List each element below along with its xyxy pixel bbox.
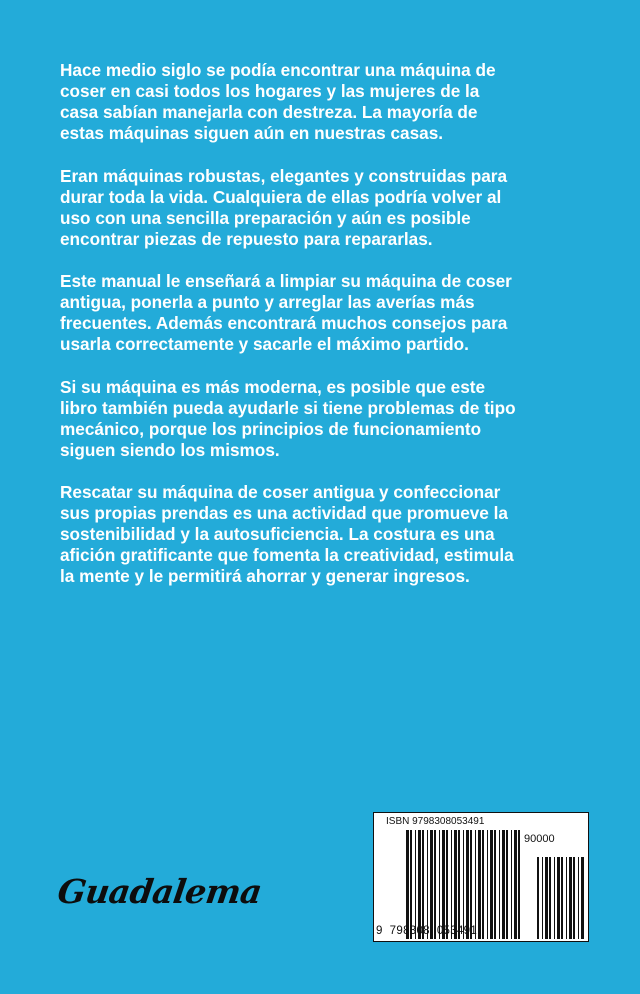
barcode-bar — [566, 857, 567, 939]
barcode-bar — [427, 830, 428, 939]
text-line: sostenibilidad y la autosuficiencia. La costura es una — [60, 524, 495, 545]
barcode-bar — [542, 857, 543, 939]
barcode-bar — [573, 857, 575, 939]
barcode-bar — [487, 830, 488, 939]
barcode-bar — [415, 830, 416, 939]
isbn-barcode — [373, 812, 589, 942]
paragraph — [60, 377, 620, 461]
barcode-bar — [454, 830, 457, 939]
barcode-bar — [578, 857, 579, 939]
paragraph — [60, 60, 620, 144]
barcode-bars — [374, 813, 588, 941]
barcode-bar — [418, 830, 421, 939]
barcode-bar — [430, 830, 433, 939]
text-line: casa sabían manejarla con destreza. La mayoría de — [60, 102, 478, 123]
barcode-bar — [422, 830, 424, 939]
isbn-label: ISBN 9798308053491 — [386, 816, 485, 827]
text-line: uso con una sencilla preparación y aún es posible — [60, 208, 471, 229]
text-line: Este manual le enseñará a limpiar su máquina de coser — [60, 271, 512, 291]
barcode-bar — [518, 830, 520, 939]
text-line: la mente y le permitirá ahorrar y generar ingresos. — [60, 566, 470, 587]
barcode-bar — [446, 830, 448, 939]
text-line: durar toda la vida. Cualquiera de ellas podría volver al — [60, 187, 502, 208]
barcode-bar — [502, 830, 505, 939]
text-line: encontrar piezas de repuesto para repararlas. — [60, 229, 433, 250]
barcode-bar — [470, 830, 472, 939]
text-line: Si su máquina es más moderna, es posible que este — [60, 377, 486, 397]
barcode-bar — [434, 830, 436, 939]
barcode-bar — [475, 830, 476, 939]
paragraph — [60, 166, 620, 250]
barcode-bar — [406, 830, 409, 939]
barcode-bar — [466, 830, 469, 939]
barcode-bar — [463, 830, 464, 939]
barcode-bar — [494, 830, 496, 939]
barcode-bar — [439, 830, 440, 939]
barcode-bar — [499, 830, 500, 939]
text-line: usarla correctamente y sacarle el máximo partido. — [60, 334, 469, 355]
barcode-bar — [458, 830, 460, 939]
barcode-bar — [561, 857, 563, 939]
barcode-bar — [442, 830, 445, 939]
text-line: antigua, ponerla a punto y arreglar las averías más — [60, 292, 475, 313]
barcode-digits: 9 798308 053491 — [376, 925, 478, 937]
barcode-bar — [549, 857, 551, 939]
text-line: Hace medio siglo se podía encontrar una máquina de — [60, 60, 496, 80]
publisher-logo: Guadalema — [55, 872, 265, 911]
barcode-bar — [545, 857, 548, 939]
text-line: libro también pueda ayudarle si tiene problemas de tipo — [60, 398, 516, 419]
barcode-bar — [482, 830, 484, 939]
text-line: frecuentes. Además encontrará muchos consejos para — [60, 313, 508, 334]
text-line: Eran máquinas robustas, elegantes y construidas para — [60, 166, 508, 186]
text-line: siguen siendo los mismos. — [60, 440, 280, 461]
text-line: Rescatar su máquina de coser antigua y confeccionar — [60, 482, 501, 502]
barcode-bar — [514, 830, 517, 939]
barcode-bar — [511, 830, 512, 939]
text-line: mecánico, porque los principios de funcionamiento — [60, 419, 482, 440]
barcode-bar — [451, 830, 452, 939]
paragraph — [60, 482, 620, 587]
text-line: coser en casi todos los hogares y las mujeres de la — [60, 81, 480, 102]
barcode-bar — [490, 830, 493, 939]
barcode-bar — [506, 830, 508, 939]
price-addon: 90000 — [524, 833, 555, 845]
barcode-bar — [569, 857, 572, 939]
text-line: estas máquinas siguen aún en nuestras casas. — [60, 123, 444, 144]
paragraph — [60, 271, 620, 355]
text-line: afición gratificante que fomenta la creatividad, estimula — [60, 545, 514, 566]
barcode-bar — [478, 830, 481, 939]
barcode-bar — [557, 857, 560, 939]
barcode-bar — [410, 830, 412, 939]
barcode-bar — [554, 857, 555, 939]
barcode-bar — [581, 857, 584, 939]
barcode-bar — [537, 857, 539, 939]
text-line: sus propias prendas es una actividad que promueve la — [60, 503, 508, 524]
